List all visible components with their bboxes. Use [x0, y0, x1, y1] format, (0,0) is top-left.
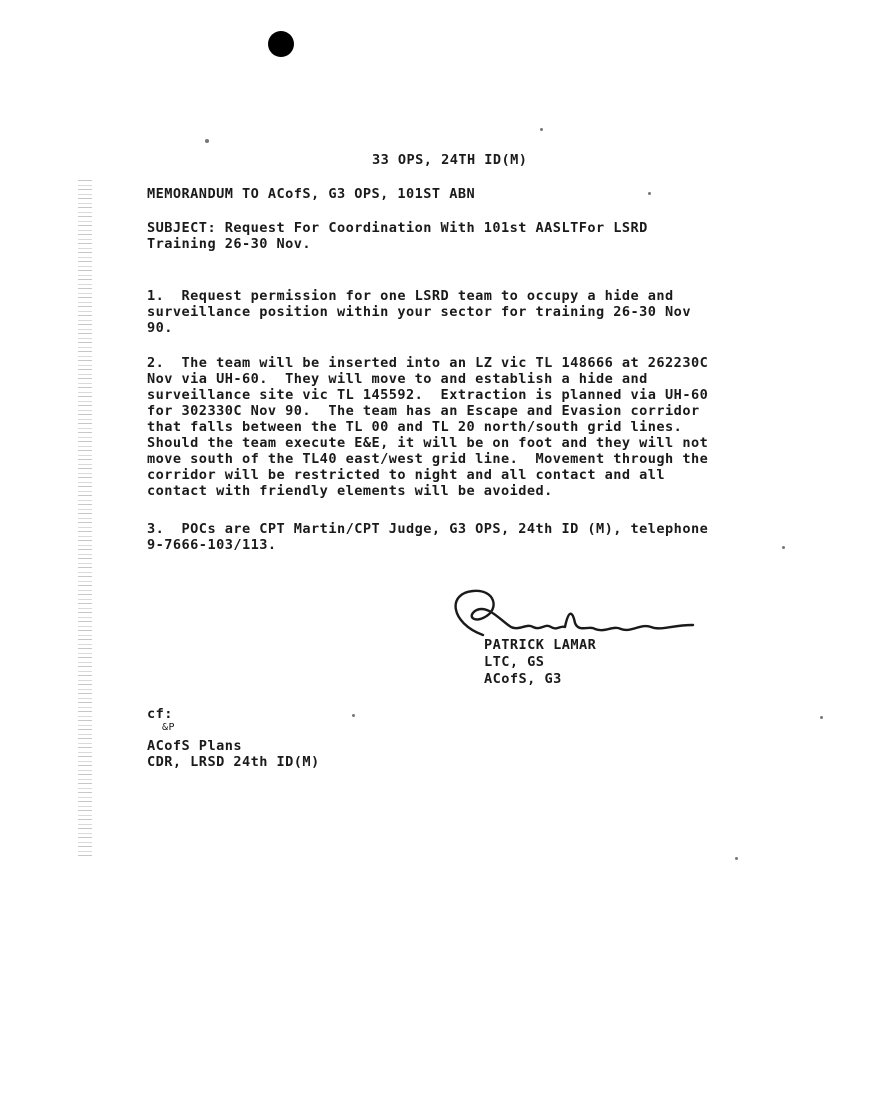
scan-speck [648, 192, 651, 195]
scan-edge-noise [78, 180, 92, 860]
cf-recipient: CDR, LRSD 24th ID(M) [147, 754, 320, 770]
scan-speck [735, 857, 738, 860]
scan-speck [782, 546, 785, 549]
paragraph-2-line: Nov via UH-60. They will move to and establish a hide and [147, 371, 648, 387]
memo-to-line: MEMORANDUM TO ACofS, G3 OPS, 101ST ABN [147, 186, 476, 202]
paragraph-2-line: surveillance site vic TL 145592. Extraction is planned via UH-60 [147, 387, 709, 403]
subject-line: Training 26-30 Nov. [147, 236, 312, 252]
paragraph-3-line: 9-7666-103/113. [147, 537, 277, 553]
punch-hole [268, 31, 294, 57]
paragraph-2-line: that falls between the TL 00 and TL 20 north/south grid lines. [147, 419, 683, 435]
signer-name: PATRICK LAMAR [484, 637, 597, 653]
cf-recipient: ACofS Plans [147, 738, 242, 754]
scan-speck [352, 714, 355, 717]
scan-speck [820, 716, 823, 719]
signer-rank: LTC, GS [484, 654, 545, 670]
paragraph-3-line: 3. POCs are CPT Martin/CPT Judge, G3 OPS, 24th ID (M), telephone [147, 521, 709, 537]
cf-label: cf: [147, 706, 173, 722]
subject-line: SUBJECT: Request For Coordination With 101st AASLTFor LSRD [147, 220, 648, 236]
paragraph-2-line: Should the team execute E&E, it will be on foot and they will not [147, 435, 709, 451]
paragraph-2-line: for 302330C Nov 90. The team has an Escape and Evasion corridor [147, 403, 700, 419]
office-header: 33 OPS, 24TH ID(M) [372, 152, 528, 168]
paragraph-1-line: 1. Request permission for one LSRD team to occupy a hide and [147, 288, 674, 304]
paragraph-2-line: 2. The team will be inserted into an LZ vic TL 148666 at 262230C [147, 355, 709, 371]
cf-annotation: &P [162, 722, 175, 733]
paragraph-2-line: corridor will be restricted to night and all contact and all [147, 467, 666, 483]
paragraph-2-line: contact with friendly elements will be avoided. [147, 483, 553, 499]
paragraph-2-line: move south of the TL40 east/west grid line. Movement through the [147, 451, 709, 467]
paragraph-1-line: surveillance position within your sector for training 26-30 Nov [147, 304, 691, 320]
paragraph-1-line: 90. [147, 320, 173, 336]
scan-speck [540, 128, 543, 131]
signer-title: ACofS, G3 [484, 671, 562, 687]
scan-speck [205, 139, 209, 143]
